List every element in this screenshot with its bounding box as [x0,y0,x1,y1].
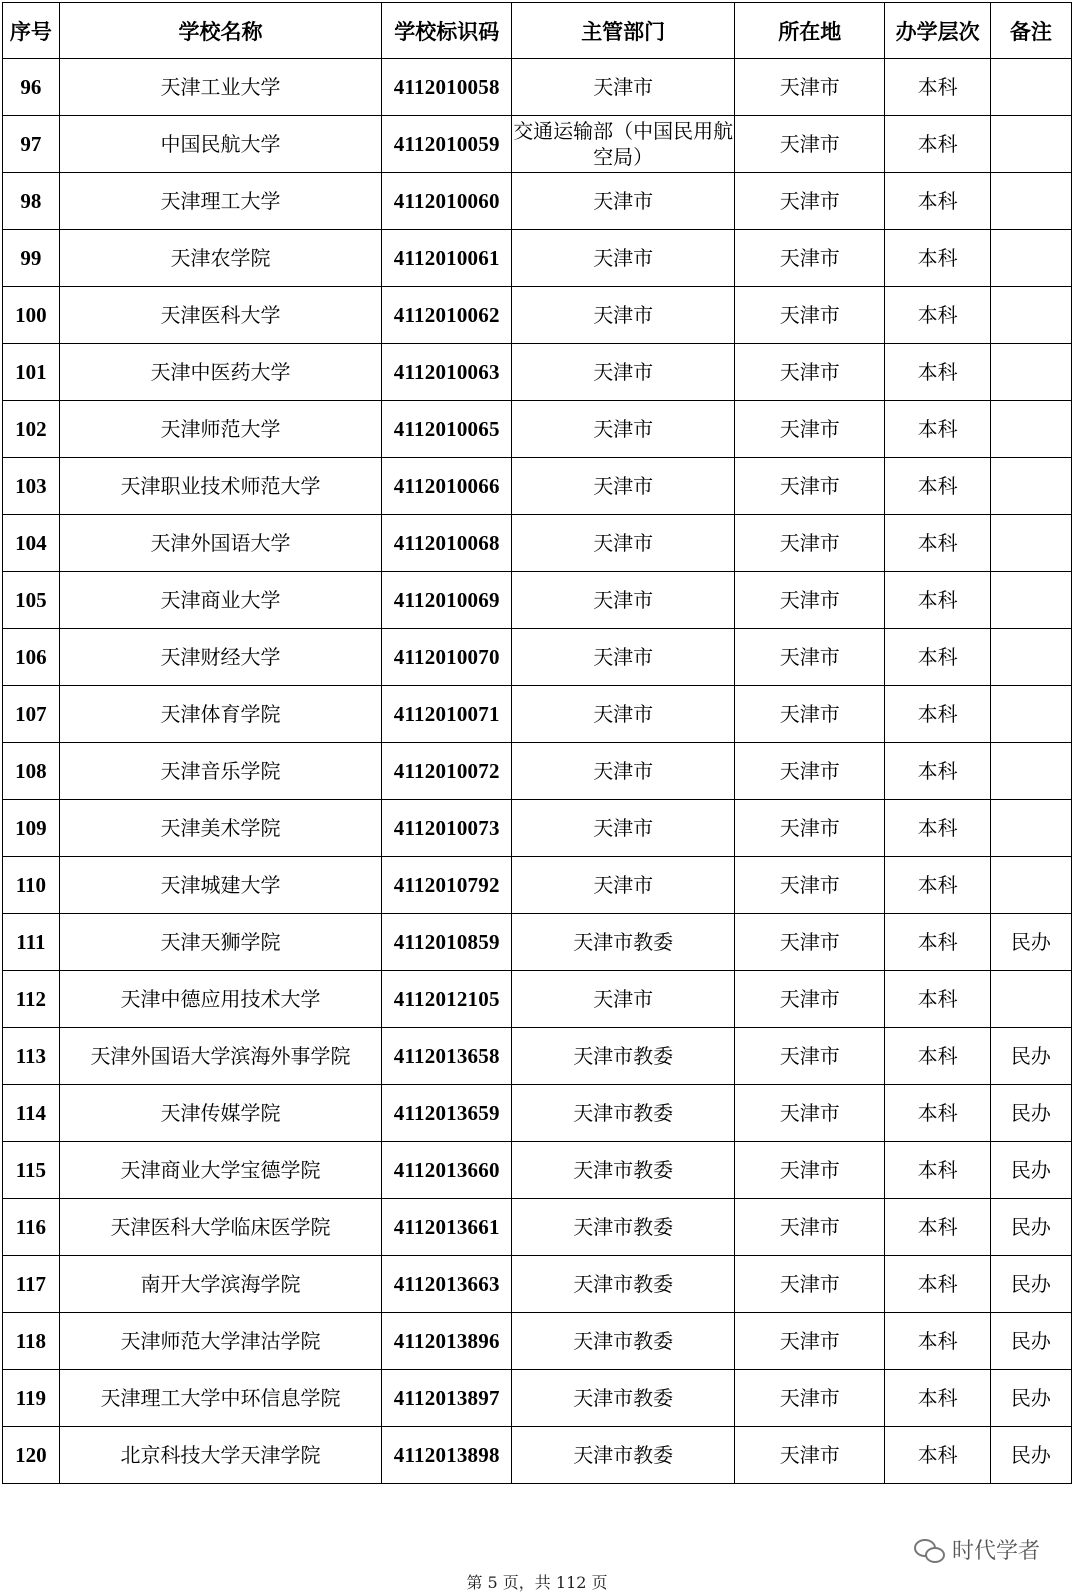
cell-location: 天津市 [735,1142,885,1199]
cell-authority: 天津市 [512,230,735,287]
cell-level: 本科 [885,1085,990,1142]
cell-index: 106 [3,629,60,686]
cell-index: 116 [3,1199,60,1256]
table-row [3,572,1072,629]
table-row [3,914,1072,971]
cell-level: 本科 [885,1028,990,1085]
cell-index: 96 [3,59,60,116]
table-row [3,686,1072,743]
cell-school-code: 4112010792 [382,857,512,914]
header-row [3,3,1072,59]
cell-remark: 民办 [990,1427,1071,1484]
cell-authority: 交通运输部（中国民用航空局） [512,116,735,173]
cell-remark [990,971,1071,1028]
table-row [3,515,1072,572]
cell-location: 天津市 [735,800,885,857]
cell-school-name: 天津城建大学 [59,857,382,914]
table-row [3,173,1072,230]
cell-school-name: 天津职业技术师范大学 [59,458,382,515]
cell-remark [990,515,1071,572]
cell-level: 本科 [885,1313,990,1370]
cell-school-name: 天津传媒学院 [59,1085,382,1142]
cell-index: 99 [3,230,60,287]
cell-index: 111 [3,914,60,971]
cell-authority: 天津市 [512,458,735,515]
cell-location: 天津市 [735,572,885,629]
table-row [3,1199,1072,1256]
cell-level: 本科 [885,572,990,629]
cell-school-code: 4112010063 [382,344,512,401]
cell-school-code: 4112013897 [382,1370,512,1427]
table-row [3,1085,1072,1142]
cell-index: 100 [3,287,60,344]
cell-remark [990,572,1071,629]
cell-level: 本科 [885,401,990,458]
cell-index: 107 [3,686,60,743]
cell-school-name: 天津农学院 [59,230,382,287]
cell-authority: 天津市教委 [512,1370,735,1427]
cell-level: 本科 [885,686,990,743]
cell-level: 本科 [885,59,990,116]
table-row [3,344,1072,401]
cell-authority: 天津市教委 [512,1085,735,1142]
cell-level: 本科 [885,1256,990,1313]
cell-school-code: 4112013658 [382,1028,512,1085]
cell-authority: 天津市 [512,857,735,914]
header-index: 序号 [3,3,60,59]
cell-location: 天津市 [735,401,885,458]
cell-school-name: 天津外国语大学 [59,515,382,572]
cell-school-code: 4112010073 [382,800,512,857]
cell-remark [990,287,1071,344]
cell-school-code: 4112010060 [382,173,512,230]
cell-remark [990,743,1071,800]
cell-location: 天津市 [735,914,885,971]
table-row [3,743,1072,800]
cell-location: 天津市 [735,515,885,572]
cell-location: 天津市 [735,857,885,914]
cell-level: 本科 [885,629,990,686]
cell-authority: 天津市 [512,59,735,116]
cell-index: 98 [3,173,60,230]
cell-remark [990,59,1071,116]
table-row [3,857,1072,914]
cell-school-code: 4112010066 [382,458,512,515]
cell-remark [990,857,1071,914]
cell-school-name: 天津理工大学中环信息学院 [59,1370,382,1427]
cell-school-name: 天津医科大学临床医学院 [59,1199,382,1256]
cell-index: 97 [3,116,60,173]
cell-remark [990,800,1071,857]
cell-remark: 民办 [990,1256,1071,1313]
cell-authority: 天津市 [512,971,735,1028]
table-row [3,1370,1072,1427]
cell-school-name: 天津中德应用技术大学 [59,971,382,1028]
cell-remark: 民办 [990,1313,1071,1370]
cell-level: 本科 [885,971,990,1028]
cell-school-code: 4112012105 [382,971,512,1028]
table-row [3,287,1072,344]
cell-authority: 天津市教委 [512,1313,735,1370]
cell-remark: 民办 [990,1199,1071,1256]
cell-level: 本科 [885,1370,990,1427]
cell-index: 112 [3,971,60,1028]
cell-authority: 天津市教委 [512,1142,735,1199]
cell-location: 天津市 [735,116,885,173]
table-row [3,1427,1072,1484]
cell-index: 104 [3,515,60,572]
cell-school-name: 天津师范大学 [59,401,382,458]
cell-level: 本科 [885,800,990,857]
cell-school-code: 4112010069 [382,572,512,629]
table-row [3,1313,1072,1370]
cell-authority: 天津市教委 [512,1256,735,1313]
cell-authority: 天津市 [512,344,735,401]
cell-school-code: 4112013660 [382,1142,512,1199]
cell-location: 天津市 [735,1427,885,1484]
cell-school-code: 4112013661 [382,1199,512,1256]
cell-index: 118 [3,1313,60,1370]
cell-index: 109 [3,800,60,857]
cell-location: 天津市 [735,344,885,401]
cell-authority: 天津市教委 [512,1427,735,1484]
cell-location: 天津市 [735,1028,885,1085]
cell-remark [990,344,1071,401]
cell-level: 本科 [885,743,990,800]
cell-school-name: 天津美术学院 [59,800,382,857]
cell-authority: 天津市教委 [512,914,735,971]
cell-authority: 天津市 [512,800,735,857]
cell-remark: 民办 [990,1085,1071,1142]
cell-index: 105 [3,572,60,629]
cell-location: 天津市 [735,230,885,287]
cell-level: 本科 [885,116,990,173]
cell-location: 天津市 [735,629,885,686]
cell-authority: 天津市 [512,572,735,629]
watermark-text: 时代学者 [951,1539,1040,1564]
cell-level: 本科 [885,1142,990,1199]
cell-school-name: 中国民航大学 [59,116,382,173]
cell-school-code: 4112010065 [382,401,512,458]
cell-school-code: 4112010062 [382,287,512,344]
table-row [3,971,1072,1028]
cell-remark [990,401,1071,458]
cell-location: 天津市 [735,173,885,230]
cell-index: 101 [3,344,60,401]
cell-school-name: 天津医科大学 [59,287,382,344]
cell-index: 117 [3,1256,60,1313]
header-level: 办学层次 [885,3,990,59]
cell-school-name: 天津商业大学 [59,572,382,629]
cell-school-name: 天津音乐学院 [59,743,382,800]
cell-level: 本科 [885,914,990,971]
cell-level: 本科 [885,1427,990,1484]
table-header [3,3,1072,59]
cell-location: 天津市 [735,971,885,1028]
header-school-code: 学校标识码 [382,3,512,59]
cell-remark: 民办 [990,1370,1071,1427]
cell-location: 天津市 [735,1256,885,1313]
cell-school-name: 天津天狮学院 [59,914,382,971]
cell-index: 114 [3,1085,60,1142]
cell-school-code: 4112013663 [382,1256,512,1313]
header-authority: 主管部门 [512,3,735,59]
cell-authority: 天津市 [512,401,735,458]
cell-remark: 民办 [990,1028,1071,1085]
cell-index: 110 [3,857,60,914]
table-row [3,401,1072,458]
cell-school-name: 天津中医药大学 [59,344,382,401]
table-row [3,458,1072,515]
cell-remark: 民办 [990,1142,1071,1199]
page-footer: 第 5 页，共 112 页 [466,1573,608,1592]
wechat-icon [914,1539,944,1561]
cell-location: 天津市 [735,1199,885,1256]
cell-school-name: 天津体育学院 [59,686,382,743]
cell-school-code: 4112010061 [382,230,512,287]
cell-authority: 天津市教委 [512,1028,735,1085]
cell-level: 本科 [885,344,990,401]
cell-school-code: 4112010859 [382,914,512,971]
cell-index: 119 [3,1370,60,1427]
cell-authority: 天津市 [512,173,735,230]
cell-index: 115 [3,1142,60,1199]
header-school-name: 学校名称 [59,3,382,59]
header-remark: 备注 [990,3,1071,59]
university-table [2,2,1072,1484]
cell-index: 103 [3,458,60,515]
table-row [3,230,1072,287]
table-body [3,59,1072,1484]
cell-location: 天津市 [735,287,885,344]
cell-authority: 天津市 [512,686,735,743]
cell-level: 本科 [885,173,990,230]
cell-school-name: 天津财经大学 [59,629,382,686]
table-row [3,1142,1072,1199]
cell-index: 113 [3,1028,60,1085]
cell-authority: 天津市 [512,743,735,800]
cell-school-name: 天津理工大学 [59,173,382,230]
cell-location: 天津市 [735,59,885,116]
table-row [3,59,1072,116]
document-page [2,2,1074,1484]
cell-school-code: 4112010068 [382,515,512,572]
cell-school-name: 北京科技大学天津学院 [59,1427,382,1484]
cell-remark [990,686,1071,743]
cell-location: 天津市 [735,1085,885,1142]
cell-level: 本科 [885,857,990,914]
cell-school-code: 4112013659 [382,1085,512,1142]
cell-school-code: 4112010058 [382,59,512,116]
cell-level: 本科 [885,515,990,572]
cell-location: 天津市 [735,686,885,743]
cell-level: 本科 [885,230,990,287]
table-row [3,1256,1072,1313]
cell-index: 102 [3,401,60,458]
table-row [3,800,1072,857]
cell-school-code: 4112010071 [382,686,512,743]
cell-authority: 天津市 [512,515,735,572]
cell-remark [990,458,1071,515]
cell-index: 108 [3,743,60,800]
cell-remark [990,230,1071,287]
cell-level: 本科 [885,458,990,515]
cell-school-code: 4112010059 [382,116,512,173]
cell-authority: 天津市 [512,287,735,344]
cell-remark [990,629,1071,686]
cell-location: 天津市 [735,458,885,515]
cell-remark: 民办 [990,914,1071,971]
cell-school-name: 天津师范大学津沽学院 [59,1313,382,1370]
table-row [3,116,1072,173]
cell-level: 本科 [885,287,990,344]
header-location: 所在地 [735,3,885,59]
cell-level: 本科 [885,1199,990,1256]
cell-authority: 天津市 [512,629,735,686]
watermark [914,1534,1040,1565]
cell-location: 天津市 [735,1370,885,1427]
cell-school-code: 4112010070 [382,629,512,686]
table-row [3,1028,1072,1085]
cell-school-name: 天津工业大学 [59,59,382,116]
table-row [3,629,1072,686]
cell-school-name: 天津外国语大学滨海外事学院 [59,1028,382,1085]
cell-school-name: 南开大学滨海学院 [59,1256,382,1313]
cell-remark [990,173,1071,230]
cell-school-code: 4112013896 [382,1313,512,1370]
cell-school-name: 天津商业大学宝德学院 [59,1142,382,1199]
cell-location: 天津市 [735,743,885,800]
cell-index: 120 [3,1427,60,1484]
cell-authority: 天津市教委 [512,1199,735,1256]
cell-remark [990,116,1071,173]
cell-school-code: 4112013898 [382,1427,512,1484]
cell-location: 天津市 [735,1313,885,1370]
cell-school-code: 4112010072 [382,743,512,800]
